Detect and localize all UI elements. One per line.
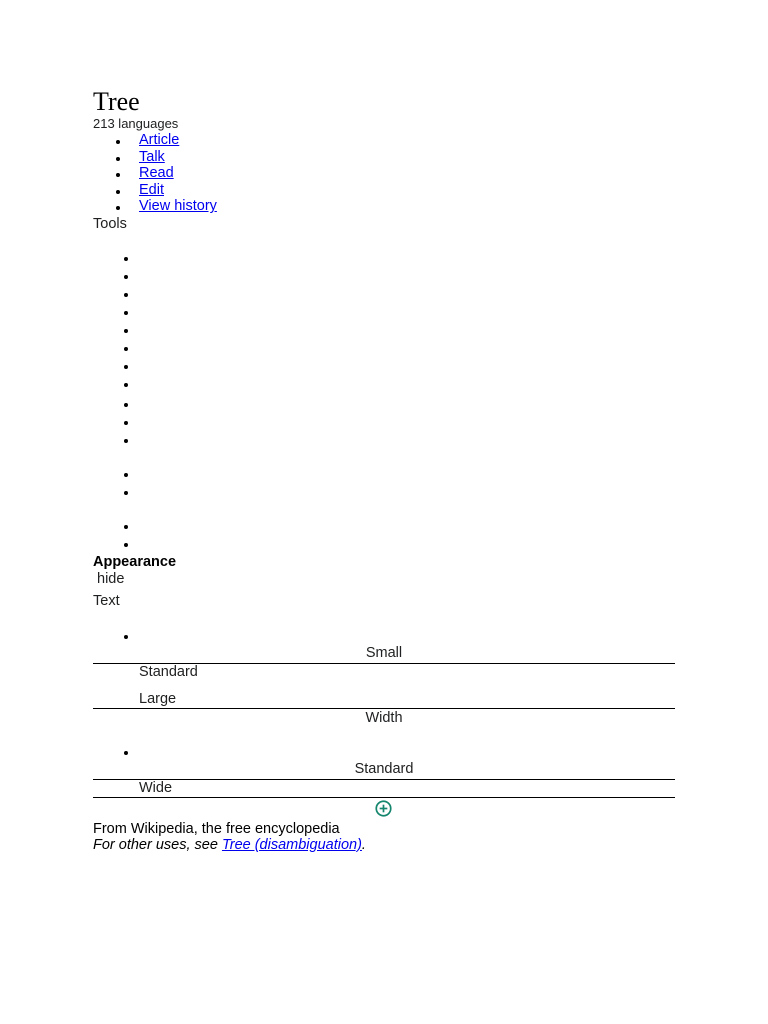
text-size-option-standard[interactable]: Standard <box>139 664 198 680</box>
text-size-option-small[interactable]: Small <box>365 645 403 661</box>
tab-article[interactable]: Article <box>139 132 180 148</box>
site-tagline: From Wikipedia, the free encyclopedia <box>93 821 340 837</box>
tools-list-bullet <box>124 275 128 279</box>
page-title: Tree <box>93 87 140 116</box>
page-actions-list <box>93 132 217 215</box>
divider <box>93 708 675 709</box>
tab-view-history[interactable]: View history <box>139 198 217 215</box>
nav-item-view-history <box>93 198 217 215</box>
tools-list-bullet <box>124 491 128 495</box>
nav-item-talk <box>93 149 217 166</box>
hatnote <box>93 837 366 853</box>
tools-list-bullet <box>124 543 128 547</box>
width-option-wide[interactable]: Wide <box>139 780 173 796</box>
hatnote-prefix: For other uses, see <box>93 837 222 853</box>
divider <box>93 779 675 780</box>
text-size-label: Text <box>93 593 120 609</box>
tools-list-bullet <box>124 347 128 351</box>
tools-list-bullet <box>124 365 128 369</box>
width-label: Width <box>365 710 403 726</box>
text-size-list-bullet <box>124 635 128 639</box>
tools-list-bullet <box>124 311 128 315</box>
tools-list-bullet <box>124 403 128 407</box>
tools-list-bullet <box>124 329 128 333</box>
appearance-heading: Appearance <box>93 554 177 570</box>
plus-circle-icon[interactable] <box>375 800 392 817</box>
tools-list-bullet <box>124 293 128 297</box>
width-list-bullet <box>124 751 128 755</box>
tools-menu-label[interactable]: Tools <box>93 216 127 232</box>
tab-talk[interactable]: Talk <box>139 148 165 165</box>
nav-item-article <box>93 132 217 149</box>
tools-list-bullet <box>124 525 128 529</box>
tools-list-bullet <box>124 473 128 477</box>
hatnote-suffix: . <box>361 837 366 853</box>
text-size-option-large[interactable]: Large <box>139 691 177 707</box>
divider <box>93 797 675 798</box>
tools-list-bullet <box>124 439 128 443</box>
tools-list-bullet <box>124 421 128 425</box>
disambiguation-link[interactable]: Tree (disambiguation) <box>221 837 362 853</box>
tools-list-bullet <box>124 257 128 261</box>
language-count[interactable]: 213 languages <box>93 116 179 131</box>
nav-item-edit <box>93 182 217 199</box>
tools-list-bullet <box>124 383 128 387</box>
width-option-standard[interactable]: Standard <box>354 761 414 777</box>
appearance-hide-button[interactable]: hide <box>97 571 125 587</box>
tab-read[interactable]: Read <box>139 165 174 182</box>
nav-item-read <box>93 165 217 182</box>
tab-edit[interactable]: Edit <box>139 181 164 198</box>
